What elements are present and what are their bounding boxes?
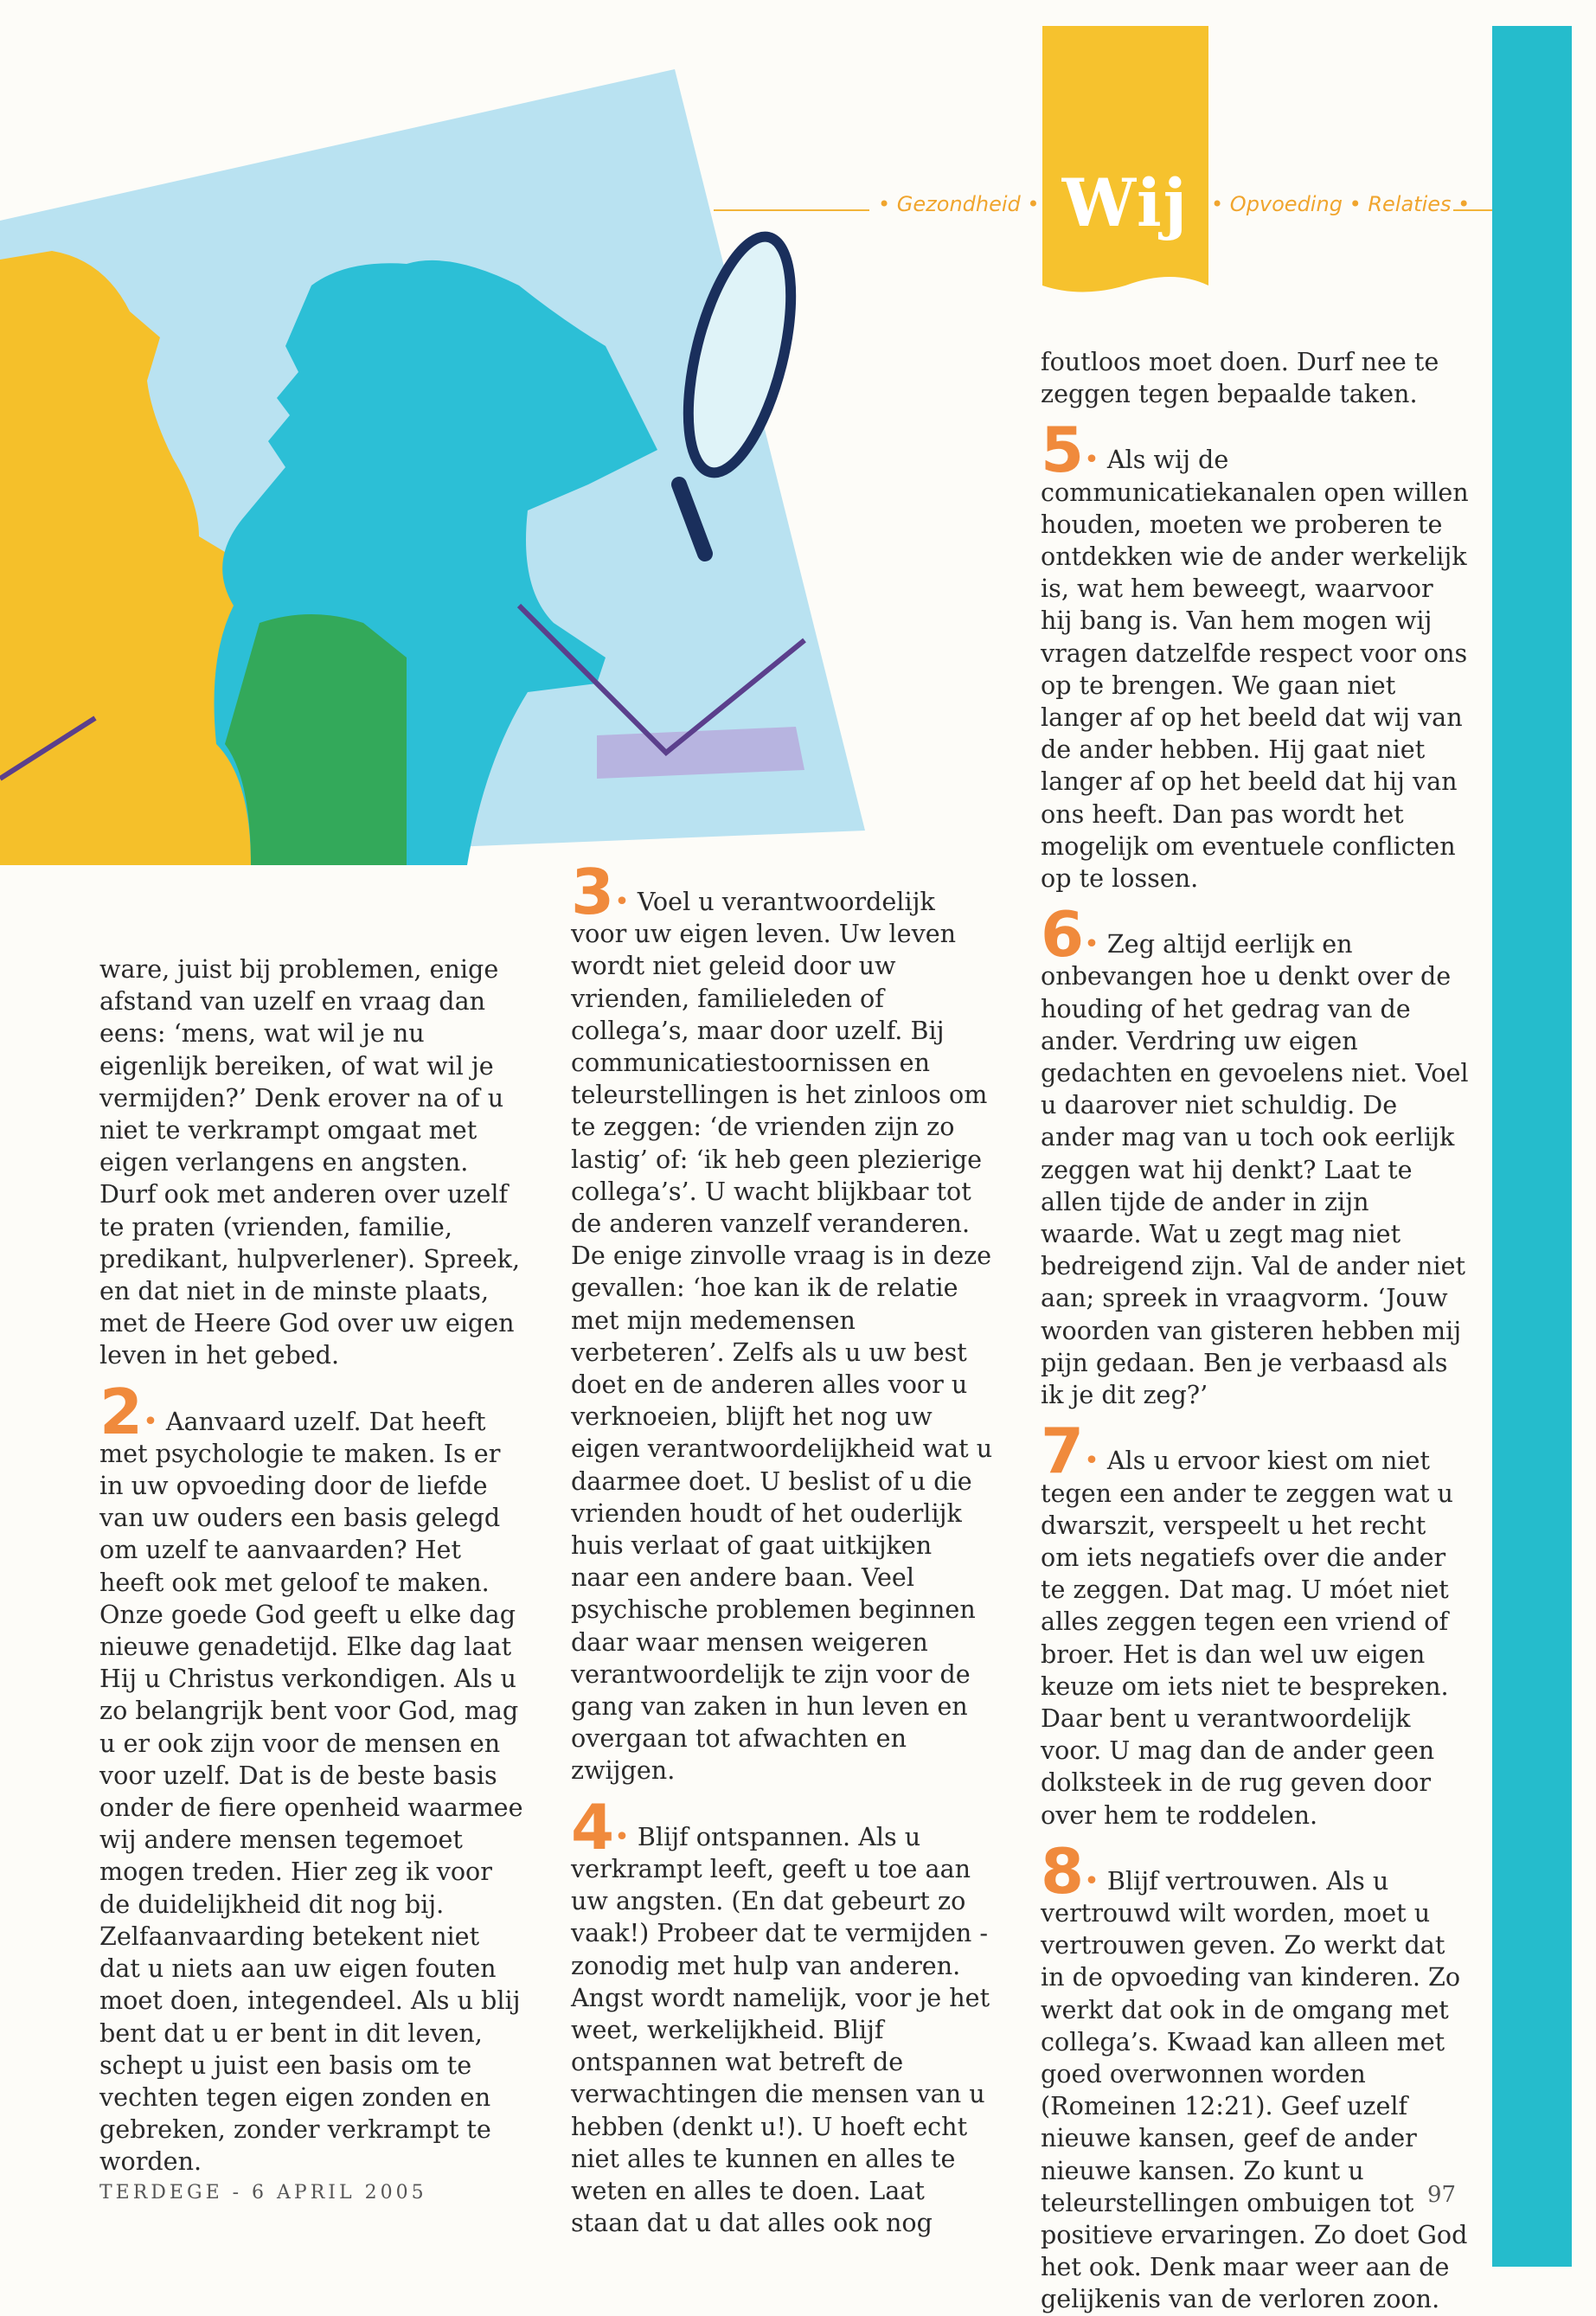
- tip-3: 3• Voel u verantwoordelijk voor uw eigen leven. Uw leven wordt niet geleid door uw vrienden, familieleden of collega’s, maar door uzelf. Bij communicatiestoornissen en teleurstellingen is het zinloos om te zeggen: ‘de vrienden zijn zo lastig’ of: ‘ik heb geen plezierige collega’s’. U wacht blijkbaar tot de anderen vanzelf veranderen. De enige zinvolle vraag is in deze gevallen: ‘hoe kan ik de relatie met mijn medemensen verbeteren’. Zelfs als u uw best doet en de anderen alles voor u verknoeien, blijft het nog uw eigen verantwoordelijkheid wat u daarmee doet. U beslist of u die vrienden houdt of het ouderlijk huis verlaat of gaat uitkijken naar een andere baan. Veel psychische problemen beginnen daar waar mensen weigeren verantwoordelijk te zijn voor de gang van zaken in hun leven en overgaan tot afwachten en zwijgen.: [571, 856, 993, 1786]
- green-overlap: [225, 614, 407, 865]
- tip-7: 7• Als u ervoor kiest om niet tegen een ander te zeggen wat u dwarszit, verspeelt u het recht om iets negatiefs over die ander te zeggen. Dat mag. U móet niet alles zeggen tegen een vriend of broer. Het is dan wel uw eigen keuze om iets niet te bespreken. Daar bent u verantwoordelijk voor. U mag dan de ander geen dolksteek in de rug geven door over hem te roddelen.: [1041, 1415, 1453, 1830]
- tip-8-number: 8: [1041, 1834, 1085, 1908]
- tip-2-number: 2: [99, 1375, 144, 1448]
- illustration-paper: [597, 727, 804, 779]
- column-3: [1041, 346, 1469, 2316]
- tip-4: 4• Blijf ontspannen. Als u verkrampt leeft, geeft u toe aan uw angsten. (En dat gebeurt zo vaak!) Probeer dat te vermijden - zonodig met hulp van anderen. Angst wordt namelijk, voor je het weet, werkelijkheid. Blijf ontspannen wat betreft de verwachtingen die mensen van u hebben (denkt u!). U hoeft echt niet alles te kunnen en alles te weten en alles te doen. Laat staan dat u dat alles ook nog: [571, 1790, 990, 2238]
- banner-title: Wij: [1061, 164, 1189, 241]
- tip-4-text: Blijf ontspannen. Als u verkrampt leeft, geeft u toe aan uw angsten. (En dat gebeurt zo vaak!) Probeer dat te vermijden - zonodig met hulp van anderen. Angst wordt namelijk, voor je het weet, werkelijkheid. Blijf ontspannen wat betreft de verwachtingen die mensen van u hebben (denkt u!). U hoeft echt niet alles te kunnen en alles te weten en alles te doen. Laat staan dat u dat alles ook nog: [571, 1821, 990, 2238]
- publication-footer: TERDEGE - 6 APRIL 2005: [99, 2182, 427, 2204]
- section-label-right: • Opvoeding • Relaties •: [1211, 192, 1471, 216]
- tip-3-number: 3: [571, 856, 615, 928]
- tip-5-text: Als wij de communicatiekanalen open willen houden, moeten we proberen te ontdekken wie de ander werkelijk is, wat hem beweegt, waarvoor hij bang is. Van hem mogen wij vragen datzelfde respect voor ons op te brengen. We gaan niet langer af op het beeld dat wij van de ander hebben. Hij gaat niet langer af op het beeld dat hij van ons heeft. Dan pas wordt het mogelijk om eventuele conflicten op te lossen.: [1041, 445, 1469, 894]
- tip-7-number: 7: [1041, 1415, 1085, 1488]
- column-2: [571, 856, 995, 2239]
- col1-intro-paragraph: ware, juist bij problemen, enige afstand van uzelf en vraag dan eens: ‘mens, wat wil je nu eigenlijk bereiken, of wat wil je vermijden?’ Denk erover na of u niet te verkrampt omgaat met eigen verlangens en angsten. Durf ook met anderen over uzelf te praten (vrienden, familie, predikant, hulpverlener). Spreek, en dat niet in de minste plaats, met de Heere God over uw eigen leven in het gebed.: [99, 954, 521, 1370]
- tip-7-text: Als u ervoor kiest om niet tegen een ander te zeggen wat u dwarszit, verspeelt u het recht om iets negatiefs over die ander te zeggen. Dat mag. U móet niet alles zeggen tegen een vriend of broer. Het is dan wel uw eigen keuze om iets niet te bespreken. Daar bent u verantwoordelijk voor. U mag dan de ander geen dolksteek in de rug geven door over hem te roddelen.: [1041, 1446, 1453, 1830]
- column-1: [99, 953, 523, 2178]
- tip-6-text: Zeg altijd eerlijk en onbevangen hoe u denkt over de houding of het gedrag van de ander. Verdring uw eigen gedachten en gevoelens niet. Voel u daarover niet schuldig. De ander mag van u toch ook eerlijk zeggen wat hij denkt? Laat te allen tijde de ander in zijn waarde. Wat u zegt mag niet bedreigend zijn. Val de ander niet aan; spreek in vraagvorm. ‘Jouw woorden van gisteren hebben mij pijn gedaan. Ben je verbaasd als ik je dit zeg?’: [1041, 929, 1469, 1410]
- header-rule-left: [714, 209, 869, 211]
- tip-5-number: 5: [1041, 414, 1085, 487]
- wij-banner: [1042, 26, 1208, 298]
- col3-intro-paragraph: foutloos moet doen. Durf nee te zeggen tegen bepaalde taken.: [1041, 347, 1439, 409]
- tip-8: 8• Blijf vertrouwen. Als u vertrouwd wilt worden, moet u vertrouwen geven. Zo werkt dat in de opvoeding van kinderen. Zo werkt dat ook in de omgang met collega’s. Kwaad kan alleen met goed overwonnen worden (Romeinen 12:21). Geef uzelf nieuwe kansen, geef de ander nieuwe kansen. Zo kunt u teleurstellingen ombuigen tot positieve ervaringen. Zo doet God het ook. Denk maar weer aan de gelijkenis van de verloren zoon.: [1041, 1834, 1468, 2314]
- tip-4-number: 4: [571, 1790, 615, 1864]
- tip-6: 6• Zeg altijd eerlijk en onbevangen hoe u denkt over de houding of het gedrag van de ander. Verdring uw eigen gedachten en gevoelens niet. Voel u daarover niet schuldig. De ander mag van u toch ook eerlijk zeggen wat hij denkt? Laat te allen tijde de ander in zijn waarde. Wat u zegt mag niet bedreigend zijn. Val de ander niet aan; spreek in vraagvorm. ‘Jouw woorden van gisteren hebben mij pijn gedaan. Ben je verbaasd als ik je dit zeg?’: [1041, 898, 1469, 1410]
- side-color-bar: [1492, 26, 1572, 2267]
- header-rule-right: [1453, 209, 1492, 211]
- header-illustration: [0, 0, 865, 934]
- tip-2: 2• Aanvaard uzelf. Dat heeft met psychologie te maken. Is er in uw opvoeding door de liefde van uw ouders een basis gelegd om uzelf te aanvaarden? Het heeft ook met geloof te maken. Onze goede God geeft u elke dag nieuwe genadetijd. Elke dag laat Hij u Christus verkondigen. Als u zo belangrijk bent voor God, mag u er ook zijn voor de mensen en voor uzelf. Dat is de beste basis onder de fiere openheid waarmee wij andere mensen tegemoet mogen treden. Hier zeg ik voor de duidelijkheid dit nog bij. Zelfaanvaarding betekent niet dat u niets aan uw eigen fouten moet doen, integendeel. Als u blij bent dat u er bent in dit leven, schept u juist een basis om te vechten tegen eigen zonden en gebreken, zonder verkrampt te worden.: [99, 1375, 523, 2177]
- tip-6-number: 6: [1041, 898, 1085, 972]
- page-number: 97: [1427, 2182, 1457, 2208]
- tip-8-text: Blijf vertrouwen. Als u vertrouwd wilt worden, moet u vertrouwen geven. Zo werkt dat in de opvoeding van kinderen. Zo werkt dat ook in de omgang met collega’s. Kwaad kan alleen met goed overwonnen worden (Romeinen 12:21). Geef uzelf nieuwe kansen, geef de ander nieuwe kansen. Zo kunt u teleurstellingen ombuigen tot positieve ervaringen. Zo doet God het ook. Denk maar weer aan de gelijkenis van de verloren zoon.: [1041, 1865, 1468, 2314]
- tip-5: 5• Als wij de communicatiekanalen open willen houden, moeten we proberen te ontdekken wie de ander werkelijk is, wat hem beweegt, waarvoor hij bang is. Van hem mogen wij vragen datzelfde respect voor ons op te brengen. We gaan niet langer af op het beeld dat wij van de ander hebben. Hij gaat niet langer af op het beeld dat hij van ons heeft. Dan pas wordt het mogelijk om eventuele conflicten op te lossen.: [1041, 414, 1469, 894]
- section-label-gezondheid: • Gezondheid •: [878, 192, 1040, 216]
- tip-3-text: Voel u verantwoordelijk voor uw eigen leven. Uw leven wordt niet geleid door uw vrienden, familieleden of collega’s, maar door uzelf. Bij communicatiestoornissen en teleurstellingen is het zinloos om te zeggen: ‘de vrienden zijn zo lastig’ of: ‘ik heb geen plezierige collega’s’. U wacht blijkbaar tot de anderen vanzelf veranderen. De enige zinvolle vraag is in deze gevallen: ‘hoe kan ik de relatie met mijn medemensen verbeteren’. Zelfs als u uw best doet en de anderen alles voor u verknoeien, blijft het nog uw eigen verantwoordelijkheid wat u daarmee doet. U beslist of u die vrienden houdt of het ouderlijk huis verlaat of gaat uitkijken naar een andere baan. Veel psychische problemen beginnen daar waar mensen weigeren verantwoordelijk te zijn voor de gang van zaken in hun leven en overgaan tot afwachten en zwijgen.: [571, 887, 993, 1786]
- tip-2-text: Aanvaard uzelf. Dat heeft met psychologie te maken. Is er in uw opvoeding door de liefde van uw ouders een basis gelegd om uzelf te aanvaarden? Het heeft ook met geloof te maken. Onze goede God geeft u elke dag nieuwe genadetijd. Elke dag laat Hij u Christus verkondigen. Als u zo belangrijk bent voor God, mag u er ook zijn voor de mensen en voor uzelf. Dat is de beste basis onder de fiere openheid waarmee wij andere mensen tegemoet mogen treden. Hier zeg ik voor de duidelijkheid dit nog bij. Zelfaanvaarding betekent niet dat u niets aan uw eigen fouten moet doen, integendeel. Als u blij bent dat u er bent in dit leven, schept u juist een basis om te vechten tegen eigen zonden en gebreken, zonder verkrampt te worden.: [99, 1406, 523, 2177]
